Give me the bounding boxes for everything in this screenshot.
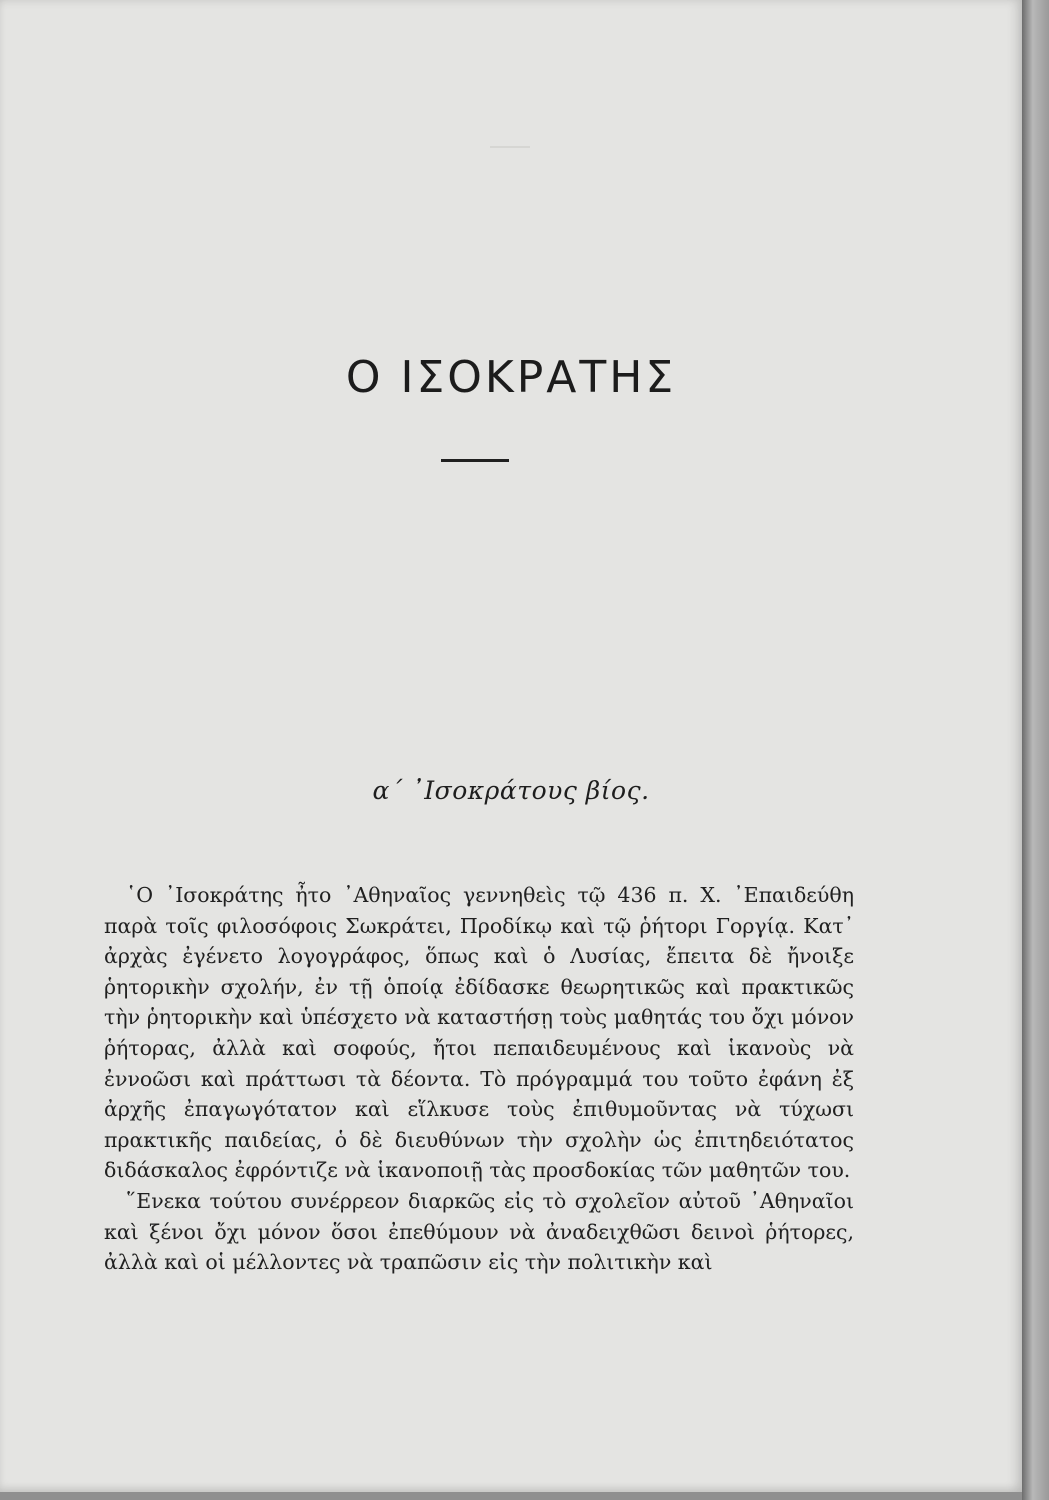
paragraph: ῾Ο ᾽Ισοκράτης ἦτο ᾽Αθηναῖος γεννηθεὶς τῷ 436 π. Χ. ᾽Επαιδεύθη παρὰ τοῖς φιλοσόφοις Σωκράτει, Προδίκῳ καὶ τῷ ῥήτορι Γοργίᾳ. Κατ᾽ ἀρχὰς ἐγένετο λογογράφος, ὅπως καὶ ὁ Λυσίας, ἔπειτα δὲ ἤνοιξε ῥητορικὴν σχολήν, ἐν τῇ ὁποίᾳ ἐδίδασκε θεωρητικῶς καὶ πρακτικῶς τὴν ῥητορικὴν καὶ ὑπέσχετο νὰ καταστήσῃ τοὺς μαθητάς του ὄχι μόνον ῥήτορας, ἀλλὰ καὶ σοφούς, ἤτοι πεπαιδευμένους καὶ ἱκανοὺς νὰ ἐννοῶσι καὶ πράττωσι τὰ δέοντα. Τὸ πρόγραμμά του τοῦτο ἐφάνη ἐξ ἀρχῆς ἐπαγωγότατον καὶ εἵλκυσε τοὺς ἐπιθυμοῦντας νὰ τύχωσι πρακτικῆς παιδείας, ὁ δὲ διευθύνων τὴν σχολὴν ὡς ἐπιτηδειότατος διδάσκαλος ἐφρόντιζε νὰ ἱκανοποιῇ τὰς προσδοκίας τῶν μαθητῶν του. bbox=[104, 883, 854, 1183]
page-title: Ο ΙΣΟΚΡΑΤΗΣ bbox=[345, 352, 677, 403]
title-divider bbox=[441, 459, 509, 462]
paragraph: ῞Ενεκα τούτου συνέρρεον διαρκῶς εἰς τὸ σχολεῖον αὐτοῦ ᾽Αθηναῖοι καὶ ξένοι ὄχι μόνον ὅσοι ἐπεθύμουν νὰ ἀναδειχθῶσι δεινοὶ ῥήτορες, ἀλλὰ καὶ οἱ μέλλοντες νὰ τραπῶσιν εἰς τὴν πολιτικὴν καὶ bbox=[104, 1188, 854, 1275]
bleed-through-mark bbox=[490, 146, 530, 148]
page-edge bbox=[1022, 0, 1049, 1500]
body-text bbox=[104, 880, 854, 1278]
section-heading: α΄ ᾽Ισοκράτους βίος. bbox=[372, 776, 650, 805]
